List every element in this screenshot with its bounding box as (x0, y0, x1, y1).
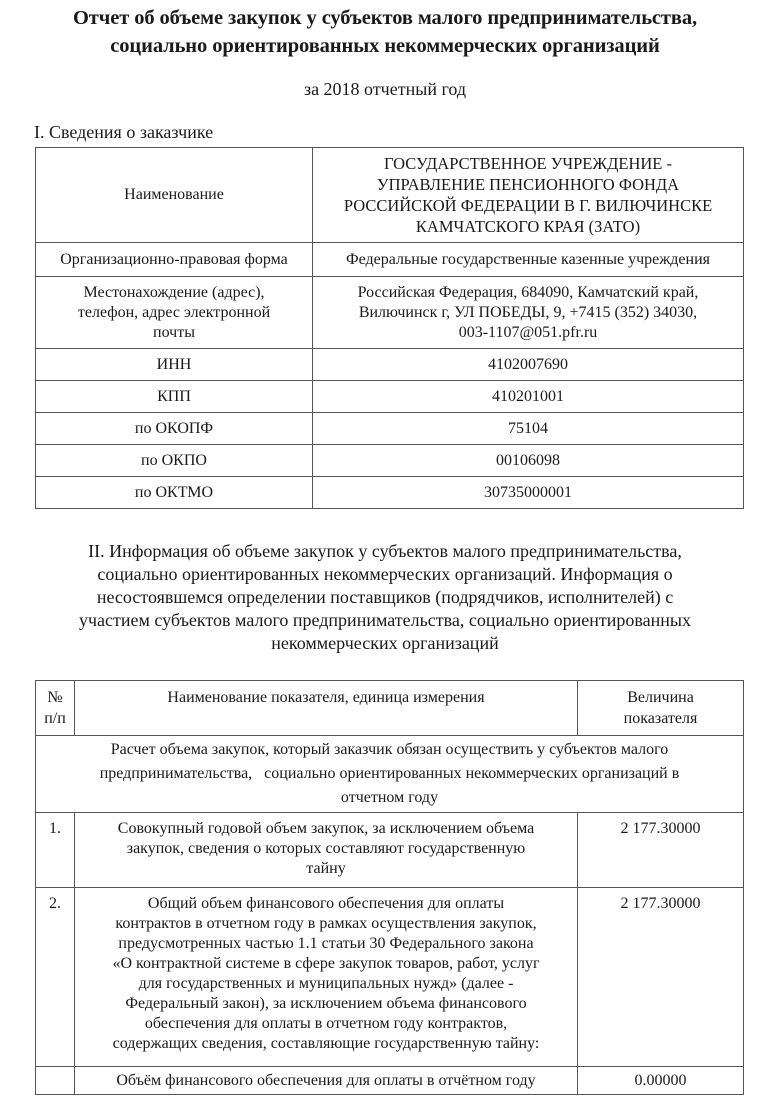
table-row-oktmo (36, 477, 744, 509)
indicator-name (75, 813, 578, 888)
value-line: КАМЧАТСКОГО КРАЯ (ЗАТО) (415, 217, 641, 236)
subheader-line: отчетном году (340, 789, 439, 806)
table-subheader-row (36, 736, 744, 813)
name-line: Совокупный годовой объем закупок, за исключением объема (117, 820, 535, 837)
name-line: Объём финансового обеспечения для оплаты в отчётном году (116, 1071, 536, 1089)
name-line: тайну (306, 860, 346, 877)
okpo-value: 00106098 (313, 445, 744, 477)
label-line: телефон, адрес электронной (77, 303, 271, 321)
table-row (36, 1067, 744, 1095)
table-row (36, 813, 744, 888)
inn-value: 4102007690 (313, 349, 744, 381)
indicator-value: 0.00000 (578, 1067, 744, 1095)
name-line: Общий объем финансового обеспечения для оплаты (147, 895, 505, 912)
header-line: п/п (44, 710, 66, 727)
name-line: контрактов в отчетном году в рамках осуществления закупок, (115, 915, 537, 932)
label-line: Местонахождение (адрес), (83, 283, 265, 301)
legal-form-value: Федеральные государственные казенные учреждения (313, 243, 744, 277)
heading-line: несостоявшемся определении поставщиков (подрядчиков, исполнителей) с (96, 587, 674, 607)
name-line: обеспечения для оплаты в отчетном году контрактов, (144, 1015, 508, 1032)
table-row-inn (36, 349, 744, 381)
name-line: «О контрактной системе в сфере закупок товаров, работ, услуг (112, 955, 540, 972)
section-1-heading: I. Сведения о заказчике (34, 122, 214, 142)
row-label: по ОКТМО (36, 477, 313, 509)
heading-line: социально ориентированных некоммерческих организаций. Информация о (97, 564, 673, 584)
kpp-value: 410201001 (313, 381, 744, 413)
heading-line: II. Информация об объеме закупок у субъектов малого предпринимательства, (88, 541, 682, 561)
subheader-line: Расчет объема закупок, который заказчик обязан осуществить у субъектов малого (110, 741, 669, 758)
report-title-line-1: Отчет об объеме закупок у субъектов малого предпринимательства, (72, 7, 698, 29)
header-line: Величина (627, 689, 694, 706)
report-title (0, 4, 770, 60)
table-row-kpp (36, 381, 744, 413)
column-header-value (578, 681, 744, 736)
value-line: ГОСУДАРСТВЕННОЕ УЧРЕЖДЕНИЕ - (383, 154, 673, 173)
indicator-name (75, 888, 578, 1067)
value-line: Российская Федерация, 684090, Камчатский край, (357, 283, 699, 301)
table-row (36, 888, 744, 1067)
customer-name-value (313, 148, 744, 243)
row-label: Наименование (36, 148, 313, 243)
report-period: за 2018 отчетный год (303, 79, 467, 99)
row-label: Организационно-правовая форма (36, 243, 313, 277)
row-label: КПП (36, 381, 313, 413)
calculation-subheader (36, 736, 744, 813)
report-title-line-2: социально ориентированных некоммерческих организаций (110, 35, 660, 57)
row-number (36, 1067, 75, 1095)
label-line: почты (153, 323, 195, 341)
section-2-heading (34, 540, 736, 655)
row-label: по ОКПО (36, 445, 313, 477)
value-line: Вилючинск г, УЛ ПОБЕДЫ, 9, +7415 (352) 34030, (358, 303, 698, 321)
header-line: показателя (623, 710, 698, 727)
subheader-line: предпринимательства, социально ориентированных некоммерческих организаций в (99, 765, 680, 782)
name-line: закупок, сведения о которых составляют государственную (126, 840, 526, 857)
value-line: УПРАВЛЕНИЕ ПЕНСИОННОГО ФОНДА (376, 175, 680, 194)
table-header-row (36, 681, 744, 736)
name-line: предусмотренных частью 1.1 статьи 30 Федерального закона (118, 935, 534, 952)
row-label: по ОКОПФ (36, 413, 313, 445)
table-row-legal-form (36, 243, 744, 277)
name-line: Федеральный закон), за исключением объема финансового (125, 995, 527, 1012)
table-row-name (36, 148, 744, 243)
column-header-number (36, 681, 75, 736)
heading-line: участием субъектов малого предпринимательства, социально ориентированных (78, 610, 691, 630)
procurement-indicators-table (35, 680, 744, 1095)
customer-info-table (35, 147, 744, 509)
address-value (313, 277, 744, 349)
heading-line: некоммерческих организаций (271, 633, 499, 653)
okopf-value: 75104 (313, 413, 744, 445)
table-row-okpo (36, 445, 744, 477)
row-number: 1. (36, 813, 75, 888)
indicator-value: 2 177.30000 (578, 813, 744, 888)
indicator-name (75, 1067, 578, 1095)
value-line: РОССИЙСКОЙ ФЕДЕРАЦИИ В Г. ВИЛЮЧИНСКЕ (343, 196, 713, 215)
name-line: содержащих сведения, составляющие государственную тайну: (112, 1035, 540, 1052)
header-line: № (47, 689, 63, 706)
table-row-address (36, 277, 744, 349)
row-number: 2. (36, 888, 75, 1067)
column-header-indicator-name: Наименование показателя, единица измерения (75, 681, 578, 736)
indicator-value: 2 177.30000 (578, 888, 744, 1067)
oktmo-value: 30735000001 (313, 477, 744, 509)
name-line: для государственных и муниципальных нужд» (далее - (138, 975, 514, 992)
table-row-okopf (36, 413, 744, 445)
row-label (36, 277, 313, 349)
row-label: ИНН (36, 349, 313, 381)
value-line: 003-1107@051.pfr.ru (458, 323, 598, 341)
